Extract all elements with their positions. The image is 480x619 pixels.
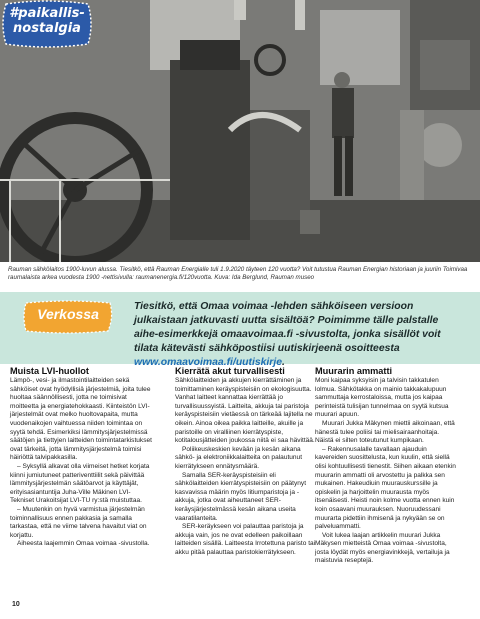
article-paragraph: Aiheesta laajemmin Omaa voimaa -sivustolla. (17, 540, 150, 548)
article-batteries (175, 366, 317, 557)
article-paragraph: Sähkölaitteiden ja akkujen kierrättäminen ja toimittaminen keräyspisteisiin on ekologisuutta. Vanhat laitteet kannattaa kierrättää jo turvallisuussyistä. Laitteita, akkuja tai paristoja keräyspisteisiin vietäessä on tärkeää lajitella ne oikein. Ainoa oikea paikka laitteille, akuille ja paristoille on viralliinen kierrätyspiste, kotitalousjätteiden joukossa niitä ei saa hävittää. (175, 377, 315, 445)
historical-photo (0, 0, 480, 262)
article-paragraph: Poliikeuskeskien kevään ja kesän aikana sähkö- ja elektroniikkalaitteita on palautunut kierrätykseen ennätysmäärä. (175, 445, 303, 470)
article-title: Muista LVI-huollot (10, 366, 89, 376)
badge-line-1: #paikallis- (9, 6, 85, 21)
banner-intro (134, 300, 454, 370)
article-paragraph: – Syksyllä alkavat olla viimeiset hetket korjata kiinni jumiutuneet patteriventtiilit sekä päivittää lämmitysjärjestelmän säätöarvot ja käyttäjät, erityisasiantuntija Juha-Ville Mäkinen LVI-Tekniset Urakoitsijat LVI-TU ry:stä muistuttaa. (10, 462, 150, 505)
verkossa-label: Verkossa (37, 306, 99, 322)
article-paragraph: Samalla SER-keräyspisteisiin eli sähkölaitteiden kierrätyspisteisiin on päätynyt kasvavissa määrin myös litiumparistoja ja -akkuja, jotka ovat aiheuttaneet SER-keräysjärjestelmässä kesän aikana useita vaaratilanteita. (175, 471, 307, 522)
article-mason (315, 366, 457, 566)
article-paragraph: SER-keräykseen voi palauttaa paristoja ja akkuja vain, jos ne ovat edelleen paikoillaan laitteiden sisällä. Laitteesta Irrotettuna paristo tai akku pitää palauttaa paristokierrätykseen. (175, 523, 316, 556)
page-number: 10 (12, 601, 20, 608)
article-paragraph: – Rakennusalalle tavallaan ajauduin kavereiden suosittelusta, kun kuulin, että siellä olisi kohtuullisesti tienestit. Siihen aikaan etenkin muurarin ammatti oli arvostettu ja palkka sen mukainen. Hakeudiuin muurauskurssille ja opiskelin ja harjoittelin muurausta myös itsenäisesti. Heisti noin kolme vuotta ennen kuin koin osaavani muurauksen. Nuoruudessani muurarta pidettiin ihmisenä ja nykyään se on palveluammatti. (315, 445, 456, 531)
article-title: Muurarin ammatti (315, 366, 393, 376)
newsletter-link[interactable]: www.omaavoimaa.fi/uutiskirje (134, 357, 283, 368)
article-paragraph: Lämpö-, vesi- ja ilmastointilaitteiden sekä sähköiset ovat hyödyllisiä järjestelmiä, joita tulee huoltaa säännöllisesti, jotta ne toimisivat moitteetta ja energiatehokkaasti. Kiinteistön LVI-järjestelmät ovat melko huoltovapaita, mutta vuodenaikojen vaihtuessa niiden toimintaa on syytä tehdä. Esimerkiksi lämmitysjärjestelmissä säätöjen ja tiettyjen laitteiden toimintatarkistukset ovat tärkeitä, jotta lämmitysjärjestelmä toimisi häiriöttä talvipakkasilla. (10, 377, 152, 462)
article-paragraph: – Muutenkin on hyvä varmistua järjestelmän toiminnallisuus ennen pakkasia ja samalla tarkastaa, että ne viime talvena havaitut viat on korjattu. (10, 505, 147, 539)
hashtag-badge (0, 6, 94, 36)
article-title: Kierrätä akut turvallisesti (175, 366, 285, 376)
intro-text: Tiesitkö, että Omaa voimaa -lehden sähköiseen versioon julkaistaan jatkuvasti uutta sisältöä? Poimimme tälle palstalle aihe-esimerkkejä omaavoimaa.fi -sivustolta, jonka sisällöt voit tilata kätevästi sähköpostiisi uutiskirjeenä osoitteesta (134, 301, 441, 354)
article-paragraph: Moni kaipaa syksyisin ja talvisin takkatulen lolmua. Sähkötakka on mainio takkakalupuun sammuttaja kerrostaloissa, mutta jos kaipaa perinteistä tulisijan tunnelmaa on syytä kutsua muurari apuun. (315, 377, 449, 419)
photo-caption: Rauman sähkölaitos 1900-luvun alussa. Tiesitkö, että Rauman Energialle tuli 1.9.2020 täyteen 120 vuotta? Voit tutustua Rauman Energian historiaan ja juuriin Toimivaa raumalaista arkea vuodesta 1900 -nettisivulla: raumanenergia.fi/120vuotta. Kuva: Ida Berglund, Rauman museo (8, 266, 468, 281)
article-lvi (10, 366, 152, 549)
article-paragraph: Muurari Jukka Mäkynen miettii aikoinaan, että hänestä tulee poliisi tai mielisairaanhoitaja. Näistä ei silten toteutunut kumpikaan. (315, 419, 455, 445)
badge-line-2: nostalgia (13, 21, 81, 36)
intro-end: . (282, 357, 285, 368)
article-paragraph: Voit lukea laajan artikkelin muurari Jukka Mäkysen mietteistä Omaa voimaa -sivustolta, josta löydät myös energiavinkkejä, vertailuja ja maistuvia reseptejä. (315, 531, 450, 565)
